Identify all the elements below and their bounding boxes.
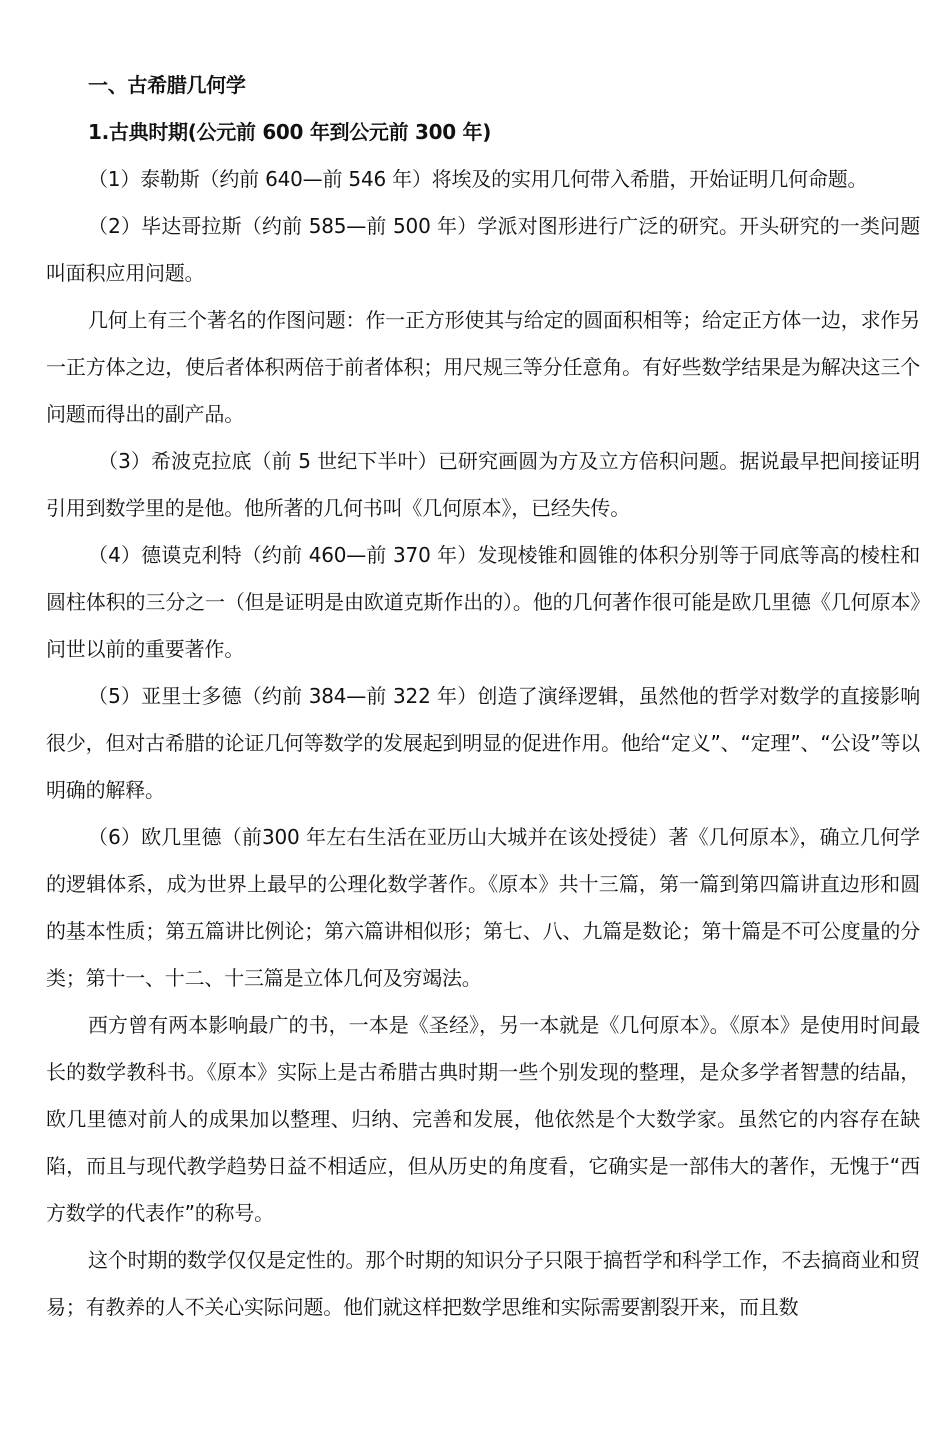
- paragraph-pythagoras: （2）毕达哥拉斯（约前 585—前 500 年）学派对图形进行广泛的研究。开头研究的一类问题叫面积应用问题。: [46, 214, 920, 285]
- subsection-heading: 1.古典时期(公元前 600 年到公元前 300 年): [88, 120, 492, 144]
- paragraph-qualitative-math: 这个时期的数学仅仅是定性的。那个时期的知识分子只限于搞哲学和科学工作，不去搞商业和贸易；有教养的人不关心实际问题。他们就这样把数学思维和实际需要割裂开来，而且数: [46, 1248, 920, 1319]
- paragraph-democritus: （4）德谟克利特（约前 460—前 370 年）发现棱锥和圆锥的体积分别等于同底等高的棱柱和圆柱体积的三分之一（但是证明是由欧道克斯作出的）。他的几何著作很可能是欧几里德《几何原本》问世以前的重要著作。: [46, 543, 920, 661]
- paragraph-hippocrates: （3）希波克拉底（前 5 世纪下半叶）已研究画圆为方及立方倍积问题。据说最早把间接证明引用到数学里的是他。他所著的几何书叫《几何原本》，已经失传。: [46, 449, 920, 520]
- paragraph-elements-influence: 西方曾有两本影响最广的书，一本是《圣经》，另一本就是《几何原本》。《原本》是使用时间最长的数学教科书。《原本》实际上是古希腊古典时期一些个别发现的整理，是众多学者智慧的结晶，欧几里德对前人的成果加以整理、归纳、完善和发展，他依然是个大数学家。虽然它的内容存在缺陷，而且与现代教学趋势日益不相适应，但从历史的角度看，它确实是一部伟大的著作，无愧于“西方数学的代表作”的称号。: [46, 1013, 920, 1225]
- document-body: [46, 62, 920, 1331]
- section-heading: 一、古希腊几何学: [88, 73, 246, 97]
- paragraph-aristotle: （5）亚里士多德（约前 384—前 322 年）创造了演绎逻辑，虽然他的哲学对数学的直接影响很少，但对古希腊的论证几何等数学的发展起到明显的促进作用。他给“定义”、“定理”、“公设”等以明确的解释。: [46, 684, 920, 802]
- paragraph-euclid: （6）欧几里德（前300 年左右生活在亚历山大城并在该处授徒）著《几何原本》，确立几何学的逻辑体系，成为世界上最早的公理化数学著作。《原本》共十三篇，第一篇到第四篇讲直边形和圆的基本性质；第五篇讲比例论；第六篇讲相似形；第七、八、九篇是数论；第十篇是不可公度量的分类；第十一、十二、十三篇是立体几何及穷竭法。: [46, 825, 920, 990]
- paragraph-thales: （1）泰勒斯（约前 640—前 546 年）将埃及的实用几何带入希腊，开始证明几何命题。: [88, 167, 868, 191]
- paragraph-construction-problems: 几何上有三个著名的作图问题：作一正方形使其与给定的圆面积相等；给定正方体一边，求作另一正方体之边，使后者体积两倍于前者体积；用尺规三等分任意角。有好些数学结果是为解决这三个问题而得出的副产品。: [46, 308, 920, 426]
